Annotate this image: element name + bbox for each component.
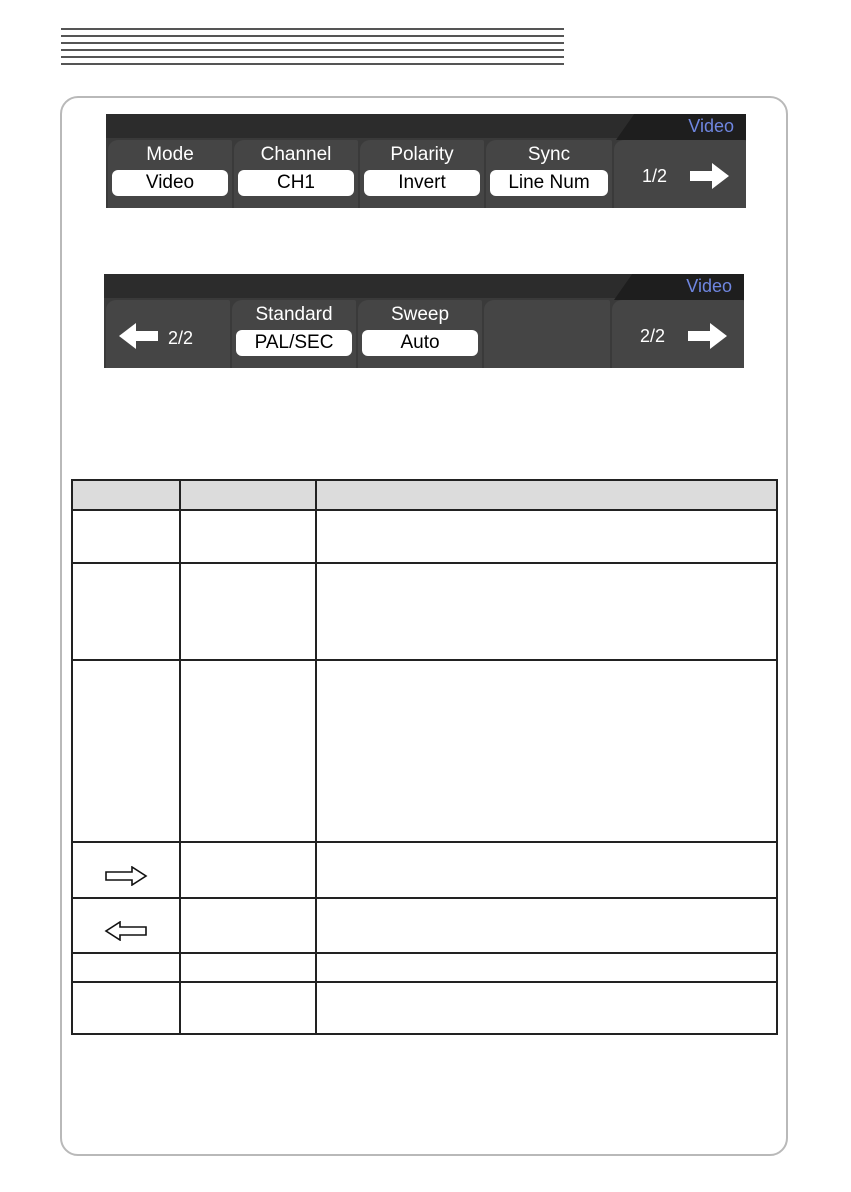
- video-trigger-menu-page-1: [106, 114, 746, 208]
- left-arrow-icon: [118, 322, 158, 350]
- sweep-label: Sweep: [390, 304, 450, 325]
- table-cell: [72, 660, 180, 842]
- channel-value: CH1: [238, 170, 354, 196]
- table-row: [72, 842, 777, 898]
- table-cell: [72, 510, 180, 563]
- sync-button[interactable]: [486, 140, 612, 208]
- table-cell: [72, 563, 180, 660]
- right-arrow-icon: [690, 162, 730, 190]
- polarity-label: Polarity: [390, 144, 454, 165]
- menu-description-table: [71, 479, 778, 1035]
- video-trigger-menu-page-2: [104, 274, 744, 368]
- table-cell: [180, 510, 317, 563]
- mode-button[interactable]: [108, 140, 232, 208]
- table-cell: [180, 842, 317, 898]
- table-cell: [316, 660, 777, 842]
- channel-button[interactable]: [234, 140, 358, 208]
- right-arrow-icon: [688, 322, 728, 350]
- mode-label: Mode: [146, 144, 194, 165]
- table-cell: [72, 982, 180, 1034]
- sweep-value: Auto: [362, 330, 478, 356]
- table-cell: [316, 953, 777, 982]
- prev-page-button[interactable]: [106, 300, 230, 368]
- standard-button[interactable]: [232, 300, 356, 368]
- table-row: [72, 982, 777, 1034]
- menu-title: Video: [688, 116, 734, 136]
- header-setting-cell: [180, 480, 317, 510]
- polarity-value: Invert: [364, 170, 480, 196]
- prev-page-indicator: 2/2: [168, 328, 194, 348]
- sync-label: Sync: [527, 144, 571, 165]
- table-cell: [180, 563, 317, 660]
- table-cell: [316, 898, 777, 953]
- table-row: [72, 898, 777, 953]
- next-page-button[interactable]: [614, 140, 746, 208]
- channel-label: Channel: [260, 144, 332, 165]
- header-description-cell: [316, 480, 777, 510]
- mode-value: Video: [112, 170, 228, 196]
- table-cell: [180, 953, 317, 982]
- table-cell: [180, 660, 317, 842]
- standard-label: Standard: [255, 304, 333, 325]
- polarity-button[interactable]: [360, 140, 484, 208]
- left-arrow-outline-icon: [104, 921, 148, 941]
- empty-menu-slot[interactable]: [484, 300, 610, 368]
- table-cell: [316, 842, 777, 898]
- table-cell: [180, 898, 317, 953]
- header-menu-cell: [72, 480, 180, 510]
- table-cell: [180, 982, 317, 1034]
- table-header-row: [72, 480, 777, 510]
- table-cell: [72, 953, 180, 982]
- header-rule-lines: [61, 28, 564, 72]
- sync-value: Line Num: [490, 170, 608, 196]
- page-indicator: 2/2: [640, 326, 666, 346]
- table-cell: [72, 842, 180, 898]
- sweep-button[interactable]: [358, 300, 482, 368]
- table-row: [72, 953, 777, 982]
- right-arrow-outline-icon: [104, 866, 148, 886]
- table-cell: [316, 510, 777, 563]
- table-cell: [72, 898, 180, 953]
- table-row: [72, 660, 777, 842]
- table-row: [72, 510, 777, 563]
- standard-value: PAL/SEC: [236, 330, 352, 356]
- page-indicator: 1/2: [642, 166, 668, 186]
- table-row: [72, 563, 777, 660]
- next-page-button[interactable]: [612, 300, 744, 368]
- menu-title: Video: [686, 276, 732, 296]
- table-cell: [316, 563, 777, 660]
- table-cell: [316, 982, 777, 1034]
